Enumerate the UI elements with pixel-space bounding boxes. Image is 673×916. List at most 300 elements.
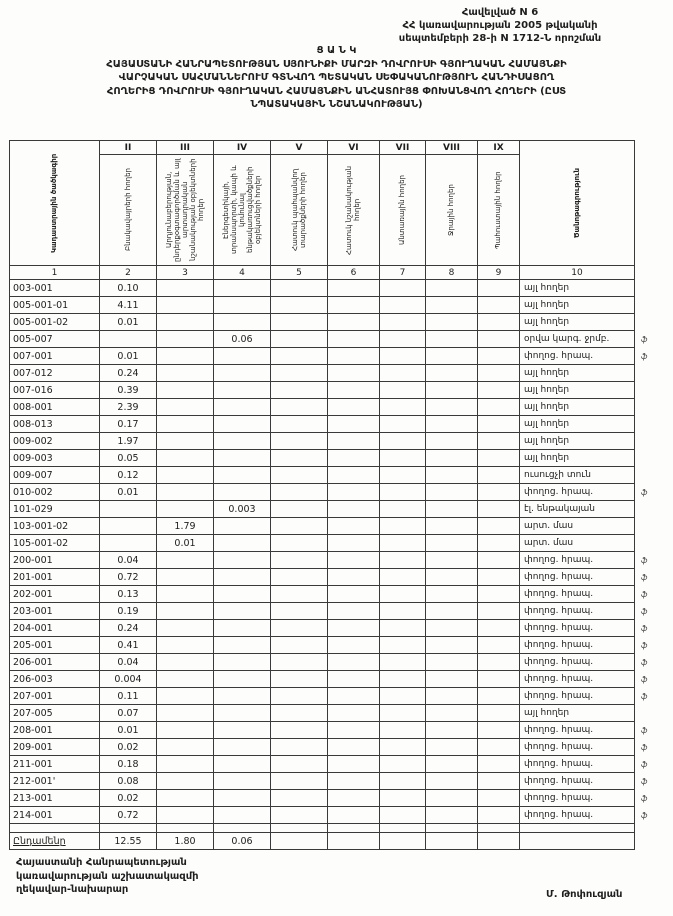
infrastructure-lands-value [214, 518, 271, 535]
note-value: այլ հողեր [520, 705, 635, 722]
table-row [10, 637, 665, 654]
note-value: այլ հողեր [520, 399, 635, 416]
settlement-lands-value: 0.04 [100, 552, 157, 569]
column-number-3: 3 [157, 266, 214, 280]
settlement-lands-value: 0.01 [100, 348, 157, 365]
infrastructure-lands-value [214, 569, 271, 586]
handwritten-mark: ֆ [641, 555, 648, 565]
empty-cell-col7 [380, 773, 426, 790]
empty-cell-col5 [271, 433, 328, 450]
empty-cell-col6 [328, 484, 380, 501]
cadastral-code: 213-001 [10, 790, 100, 807]
infrastructure-lands-value [214, 654, 271, 671]
handwritten-mark [635, 833, 665, 850]
empty-cell-col7 [380, 399, 426, 416]
handwritten-mark [635, 399, 665, 416]
roman-numeral-col5: V [271, 141, 328, 155]
cadastral-code: 212-001' [10, 773, 100, 790]
note-value: փողոց. հրապ. [520, 807, 635, 824]
industrial-lands-value [157, 586, 214, 603]
empty-cell-col6 [328, 773, 380, 790]
cadastral-code: 005-007 [10, 331, 100, 348]
settlement-lands-value: 0.10 [100, 280, 157, 297]
spacer-cell [426, 824, 478, 833]
industrial-lands-value [157, 790, 214, 807]
handwritten-mark: ֆ [641, 657, 648, 667]
roman-numeral-col4: IV [214, 141, 271, 155]
empty-cell-col6 [328, 552, 380, 569]
note-value: փողոց. հրապ. [520, 654, 635, 671]
empty-cell-col8 [426, 348, 478, 365]
empty-cell-col8 [426, 569, 478, 586]
table-row [10, 756, 665, 773]
empty-cell-col7 [380, 705, 426, 722]
cadastral-code: 208-001 [10, 722, 100, 739]
industrial-lands-value [157, 603, 214, 620]
empty-cell-col6 [328, 331, 380, 348]
empty-cell-col7 [380, 603, 426, 620]
table-row [10, 807, 665, 824]
infrastructure-lands-value [214, 688, 271, 705]
note-value: այլ հողեր [520, 280, 635, 297]
table-row [10, 569, 665, 586]
table-row [10, 382, 665, 399]
empty-cell-col7 [380, 739, 426, 756]
settlement-lands-value: 0.24 [100, 620, 157, 637]
margin-column [635, 141, 665, 280]
industrial-lands-value [157, 722, 214, 739]
settlement-lands-value: 0.72 [100, 807, 157, 824]
table-row [10, 671, 665, 688]
settlement-lands-value: 0.04 [100, 654, 157, 671]
empty-cell-col8 [426, 280, 478, 297]
empty-cell-col6 [328, 280, 380, 297]
empty-cell-col5 [271, 586, 328, 603]
empty-cell-col6 [328, 569, 380, 586]
empty-cell-col6 [328, 790, 380, 807]
cadastral-code: 009-007 [10, 467, 100, 484]
infrastructure-lands-value [214, 739, 271, 756]
cadastral-code: 204-001 [10, 620, 100, 637]
industrial-lands-value [157, 773, 214, 790]
empty-cell-col8 [426, 365, 478, 382]
cadastral-code: 008-001 [10, 399, 100, 416]
title-line: ՀՈՂԵՐԻՑ ԴՈՎՐՈՒՍԻ ԳՅՈՒՂԱԿԱՆ ՀԱՄԱՅՆՔԻՆ ԱՆՀԱՏՈՒՅՑ ՓՈԽԱՆՑՎՈՂ ՀՈՂԵՐԻ (ԸՍՏ [106, 85, 567, 97]
table-row [10, 484, 665, 501]
spacer-cell [157, 824, 214, 833]
column-header-infrastructure-lands [214, 155, 271, 266]
cadastral-code: 009-002 [10, 433, 100, 450]
industrial-lands-value [157, 280, 214, 297]
handwritten-mark: ֆ [641, 487, 648, 497]
industrial-lands-value [157, 331, 214, 348]
settlement-lands-value: 0.08 [100, 773, 157, 790]
table-row [10, 552, 665, 569]
empty-cell-col9 [478, 654, 520, 671]
settlement-lands-value: 1.97 [100, 433, 157, 450]
empty-cell-col8 [426, 331, 478, 348]
empty-cell-col9 [478, 705, 520, 722]
empty-cell-col7 [380, 807, 426, 824]
empty-cell-col9 [478, 416, 520, 433]
empty-cell-col6 [328, 501, 380, 518]
empty-cell-col7 [380, 535, 426, 552]
infrastructure-lands-value [214, 807, 271, 824]
handwritten-mark [635, 518, 665, 535]
settlement-lands-value: 0.05 [100, 450, 157, 467]
settlement-lands-value: 0.13 [100, 586, 157, 603]
cadastral-code: 101-029 [10, 501, 100, 518]
settlement-lands-value: 0.004 [100, 671, 157, 688]
settlement-lands-value: 0.19 [100, 603, 157, 620]
industrial-lands-value [157, 807, 214, 824]
infrastructure-lands-value: 0.06 [214, 833, 271, 850]
cadastral-code: 206-001 [10, 654, 100, 671]
spacer-cell [10, 824, 100, 833]
empty-cell-col9 [478, 518, 520, 535]
empty-cell-col6 [328, 399, 380, 416]
infrastructure-lands-value: 0.003 [214, 501, 271, 518]
note-value: փողոց. հրապ. [520, 671, 635, 688]
empty-cell-col9 [478, 773, 520, 790]
infrastructure-lands-value [214, 671, 271, 688]
empty-cell-col8 [426, 637, 478, 654]
empty-cell-col6 [328, 739, 380, 756]
empty-cell-col6 [328, 722, 380, 739]
land-transfer-table-wrap [9, 140, 665, 850]
column-header-note-text: Ծանոթագրություն [572, 167, 581, 239]
empty-cell-col8 [426, 484, 478, 501]
empty-cell-col6 [328, 467, 380, 484]
handwritten-mark: ֆ [641, 691, 648, 701]
title-word: Ց Ա Ն Կ [316, 45, 357, 56]
appendix-line: սեպտեմբերի 28-ի N 1712-Ն որոշման [398, 33, 602, 44]
empty-cell-col8 [426, 518, 478, 535]
empty-cell-col9 [478, 331, 520, 348]
table-row [10, 501, 665, 518]
column-header-special-purpose-lands [328, 155, 380, 266]
industrial-lands-value [157, 450, 214, 467]
column-header-protected-area-lands [271, 155, 328, 266]
empty-cell-col5 [271, 654, 328, 671]
empty-cell-col5 [271, 416, 328, 433]
table-row [10, 280, 665, 297]
table-row [10, 688, 665, 705]
column-number-5: 5 [271, 266, 328, 280]
note-value: օրվա կարգ. ջրմբ. [520, 331, 635, 348]
empty-cell-col5 [271, 671, 328, 688]
handwritten-mark: ֆ [641, 759, 648, 769]
cadastral-code: 009-003 [10, 450, 100, 467]
industrial-lands-value [157, 484, 214, 501]
cadastral-code: 211-001 [10, 756, 100, 773]
cadastral-code: 203-001 [10, 603, 100, 620]
table-row [10, 518, 665, 535]
empty-cell-col5 [271, 688, 328, 705]
note-value: արտ. մաս [520, 518, 635, 535]
empty-cell-col5 [271, 756, 328, 773]
infrastructure-lands-value [214, 450, 271, 467]
cadastral-code: 206-003 [10, 671, 100, 688]
empty-cell-col9 [478, 433, 520, 450]
empty-cell-col6 [328, 365, 380, 382]
column-header-reserve-lands-text: Պահուստային հողեր [494, 171, 503, 249]
cadastral-code: 200-001 [10, 552, 100, 569]
empty-cell-col7 [380, 467, 426, 484]
table-row [10, 722, 665, 739]
title-line: ՎԱՐՉԱԿԱՆ ՍԱՀՄԱՆՆԵՐՈՒՄ ԳՏՆՎՈՂ ՊԵՏԱԿԱՆ ՍԵՓԱԿԱՆՈՒԹՅՈՒՆ ՀԱՆԴԻՍԱՑՈՂ [118, 72, 555, 83]
handwritten-mark: ֆ [641, 810, 648, 820]
empty-cell-col9 [478, 382, 520, 399]
handwritten-mark: ֆ [641, 793, 648, 803]
handwritten-mark: ֆ [641, 776, 648, 786]
infrastructure-lands-value [214, 467, 271, 484]
empty-cell-col7 [380, 331, 426, 348]
cadastral-code: 007-001 [10, 348, 100, 365]
empty-cell-col7 [380, 586, 426, 603]
industrial-lands-value [157, 416, 214, 433]
table-row [10, 399, 665, 416]
infrastructure-lands-value [214, 586, 271, 603]
handwritten-mark: ֆ [641, 572, 648, 582]
signatory-name: Մ. Թոփուզյան [546, 889, 623, 900]
settlement-lands-value: 0.72 [100, 569, 157, 586]
cadastral-code: 105-001-02 [10, 535, 100, 552]
empty-cell-col9 [478, 807, 520, 824]
empty-cell-col5 [271, 518, 328, 535]
table-row [10, 790, 665, 807]
industrial-lands-value [157, 467, 214, 484]
empty-cell-col6 [328, 433, 380, 450]
spacer-cell [478, 824, 520, 833]
empty-cell-col5 [271, 399, 328, 416]
empty-cell-col8 [426, 773, 478, 790]
column-header-water-lands-text: Ջրային հողեր [447, 184, 456, 236]
table-row [10, 314, 665, 331]
empty-cell-col6 [328, 654, 380, 671]
table-row [10, 586, 665, 603]
note-value: այլ հողեր [520, 450, 635, 467]
spacer-cell [380, 824, 426, 833]
industrial-lands-value [157, 348, 214, 365]
handwritten-mark [635, 297, 665, 314]
empty-cell-col9 [478, 450, 520, 467]
empty-cell-col8 [426, 416, 478, 433]
settlement-lands-value [100, 518, 157, 535]
infrastructure-lands-value [214, 790, 271, 807]
empty-cell-col6 [328, 416, 380, 433]
industrial-lands-value [157, 637, 214, 654]
empty-cell-col9 [478, 722, 520, 739]
cadastral-code: 005-001-02 [10, 314, 100, 331]
note-value: փողոց. հրապ. [520, 484, 635, 501]
settlement-lands-value: 0.39 [100, 382, 157, 399]
industrial-lands-value [157, 433, 214, 450]
cadastral-code: 008-013 [10, 416, 100, 433]
note-value: փողոց. հրապ. [520, 620, 635, 637]
empty-cell-col5 [271, 450, 328, 467]
empty-cell-col6 [328, 382, 380, 399]
empty-cell-col8 [426, 314, 478, 331]
infrastructure-lands-value [214, 535, 271, 552]
column-header-water-lands [426, 155, 478, 266]
spacer-cell [520, 824, 635, 833]
handwritten-mark: ֆ [641, 674, 648, 684]
empty-cell-col7 [380, 348, 426, 365]
note-value: փողոց. հրապ. [520, 569, 635, 586]
table-row [10, 535, 665, 552]
infrastructure-lands-value [214, 416, 271, 433]
cadastral-code: 214-001 [10, 807, 100, 824]
empty-cell-col7 [380, 450, 426, 467]
column-header-settlement-lands [100, 155, 157, 266]
note-value: այլ հողեր [520, 433, 635, 450]
empty-cell-col5 [271, 807, 328, 824]
column-number-6: 6 [328, 266, 380, 280]
note-value: էլ. ենթակայան [520, 501, 635, 518]
handwritten-mark [635, 705, 665, 722]
empty-cell-col8 [426, 739, 478, 756]
column-header-cadastral-code [10, 141, 100, 266]
roman-numeral-col6: VI [328, 141, 380, 155]
empty-cell-col6 [328, 518, 380, 535]
empty-cell-col7 [380, 416, 426, 433]
empty-cell-col9 [478, 552, 520, 569]
empty-cell-col5 [271, 501, 328, 518]
infrastructure-lands-value [214, 620, 271, 637]
empty-cell-col7 [380, 280, 426, 297]
empty-cell-col7 [380, 297, 426, 314]
cadastral-code: 003-001 [10, 280, 100, 297]
settlement-lands-value [100, 331, 157, 348]
industrial-lands-value: 1.79 [157, 518, 214, 535]
handwritten-mark: ֆ [641, 742, 648, 752]
settlement-lands-value: 0.17 [100, 416, 157, 433]
spacer-cell [328, 824, 380, 833]
table-row [10, 705, 665, 722]
infrastructure-lands-value [214, 484, 271, 501]
empty-cell-col8 [426, 297, 478, 314]
empty-cell-col7 [380, 637, 426, 654]
empty-cell-col7 [380, 552, 426, 569]
empty-cell-col5 [271, 314, 328, 331]
empty-cell-col7 [380, 314, 426, 331]
table-row [10, 773, 665, 790]
empty-cell-col7 [380, 722, 426, 739]
cadastral-code: 007-012 [10, 365, 100, 382]
empty-cell-col8 [426, 450, 478, 467]
signatory-position-line: ղեկավար-նախարար [16, 884, 129, 895]
empty-cell-col5 [271, 603, 328, 620]
industrial-lands-value [157, 671, 214, 688]
column-header-infrastructure-lands-text: Էներգետիկայի, տրանսպորտի, կապի և կոմունալ ենթակառուցվածքների օբյեկտների հողեր [221, 165, 263, 255]
cadastral-code: 103-001-02 [10, 518, 100, 535]
table-row [10, 739, 665, 756]
empty-cell-col5 [271, 833, 328, 850]
empty-cell-col7 [380, 569, 426, 586]
infrastructure-lands-value: 0.06 [214, 331, 271, 348]
empty-cell-col7 [380, 365, 426, 382]
empty-cell-col7 [380, 484, 426, 501]
industrial-lands-value [157, 501, 214, 518]
empty-cell-col5 [271, 365, 328, 382]
note-value: փողոց. հրապ. [520, 348, 635, 365]
empty-cell-col8 [426, 790, 478, 807]
table-row [10, 348, 665, 365]
appendix-line: ՀՀ կառավարության 2005 թվականի [402, 20, 598, 31]
infrastructure-lands-value [214, 280, 271, 297]
column-header-settlement-lands-text: Բնակավայրերի հողեր [123, 168, 132, 252]
empty-cell-col5 [271, 739, 328, 756]
empty-cell-col5 [271, 620, 328, 637]
empty-cell-col7 [380, 756, 426, 773]
industrial-lands-value [157, 552, 214, 569]
column-number-2: 2 [100, 266, 157, 280]
empty-cell-col8 [426, 807, 478, 824]
empty-cell-col9 [478, 348, 520, 365]
empty-cell-col8 [426, 654, 478, 671]
spacer-cell [100, 824, 157, 833]
empty-cell-col6 [328, 348, 380, 365]
empty-cell-col6 [328, 603, 380, 620]
infrastructure-lands-value [214, 773, 271, 790]
settlement-lands-value [100, 535, 157, 552]
industrial-lands-value: 1.80 [157, 833, 214, 850]
empty-cell-col7 [380, 688, 426, 705]
industrial-lands-value [157, 705, 214, 722]
empty-cell-col9 [478, 586, 520, 603]
empty-cell-col5 [271, 280, 328, 297]
empty-cell-col9 [478, 535, 520, 552]
industrial-lands-value [157, 365, 214, 382]
settlement-lands-value: 0.07 [100, 705, 157, 722]
empty-cell-col5 [271, 637, 328, 654]
table-row [10, 433, 665, 450]
column-number-4: 4 [214, 266, 271, 280]
infrastructure-lands-value [214, 399, 271, 416]
column-header-industrial-lands-text: Արդյունաբերության, ընդերքօգտագործման և այլ արտադրական նշանակության օբյեկտների հողեր [164, 158, 206, 262]
note-value [520, 833, 635, 850]
note-value: փողոց. հրապ. [520, 552, 635, 569]
infrastructure-lands-value [214, 433, 271, 450]
handwritten-mark [635, 365, 665, 382]
roman-numeral-col9: IX [478, 141, 520, 155]
handwritten-mark: ֆ [641, 606, 648, 616]
empty-cell-col9 [478, 620, 520, 637]
table-row [10, 620, 665, 637]
empty-cell-col5 [271, 331, 328, 348]
empty-cell-col8 [426, 501, 478, 518]
empty-cell-col5 [271, 297, 328, 314]
column-header-special-purpose-lands-text: Հատուկ նշանակության հողեր [345, 165, 362, 255]
industrial-lands-value [157, 620, 214, 637]
empty-cell-col8 [426, 399, 478, 416]
empty-cell-col7 [380, 382, 426, 399]
industrial-lands-value [157, 654, 214, 671]
handwritten-mark: ֆ [641, 334, 648, 344]
note-value: փողոց. հրապ. [520, 773, 635, 790]
column-header-reserve-lands [478, 155, 520, 266]
empty-cell-col6 [328, 535, 380, 552]
empty-cell-col5 [271, 705, 328, 722]
cadastral-code: 207-005 [10, 705, 100, 722]
note-value: այլ հողեր [520, 382, 635, 399]
handwritten-mark [635, 467, 665, 484]
note-value: արտ. մաս [520, 535, 635, 552]
handwritten-mark: ֆ [641, 640, 648, 650]
handwritten-mark: ֆ [641, 589, 648, 599]
empty-cell-col9 [478, 790, 520, 807]
